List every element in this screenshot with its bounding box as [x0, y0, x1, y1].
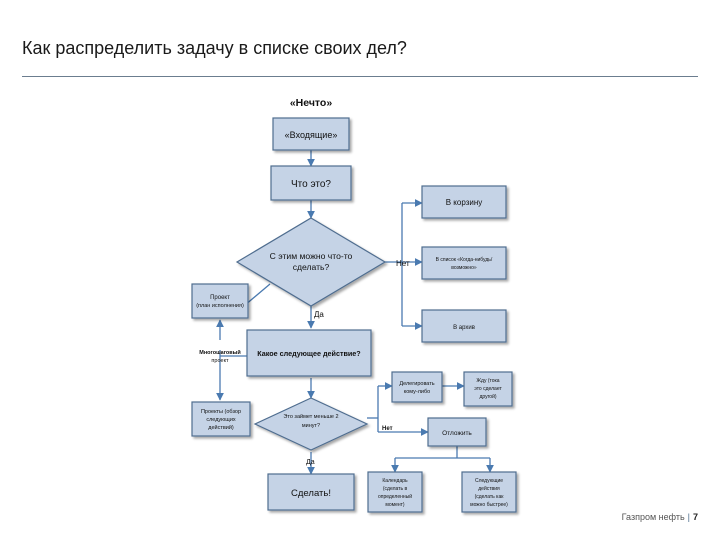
slide-title: Как распределить задачу в списке своих дел? [22, 38, 407, 58]
waiting-line2: это сделает [474, 386, 502, 392]
label-yes: Да [314, 310, 324, 319]
calendar-line1: Календарь [382, 478, 408, 484]
review-line2: следующих [206, 417, 236, 423]
next-actions-line1: Следующие [474, 478, 504, 484]
actionable-decision-line1: С этим можно что-то [269, 251, 353, 261]
project-box [192, 284, 248, 318]
calendar-line2: (сделать в [382, 486, 408, 492]
next-actions-line2: действия [478, 486, 500, 492]
someday-line1: В список «Когда-нибудь/ [435, 257, 493, 263]
defer-label: Отложить [442, 430, 472, 437]
next-actions-line4: можно быстрее) [470, 502, 508, 508]
delegate-box [392, 372, 442, 402]
do-it-label: Сделать! [291, 488, 331, 499]
page-number: 7 [692, 512, 698, 522]
review-line1: Проекты (обзор [200, 409, 242, 415]
project-line2: (план исполнения) [196, 303, 244, 309]
waiting-line1: Жду (тока [476, 378, 500, 384]
footer-company: Газпром нефть [621, 512, 685, 522]
actionable-decision-line2: сделать? [292, 262, 330, 272]
two-min-line2: минут? [301, 423, 321, 429]
label-no-2: Нет [382, 426, 393, 432]
review-line3: действий) [208, 425, 234, 431]
nodes [192, 97, 516, 512]
two-min-line1: Это займет меньше 2 [283, 414, 339, 420]
waiting-line3: другой) [479, 394, 497, 400]
label-no: Нет [396, 259, 410, 268]
what-is-it-label: Что это? [291, 179, 331, 190]
inbox-label: «Входящие» [284, 130, 338, 140]
multistep-line1: Многошаговый [199, 350, 241, 356]
delegate-line2: кому-либо [403, 389, 431, 395]
next-actions-line3: (сделать как [474, 494, 504, 500]
footer [622, 512, 698, 522]
delegate-line1: Делегировать [399, 381, 435, 387]
archive-label: В архив [453, 325, 475, 331]
calendar-line3: определенный [377, 494, 413, 500]
someday-box [422, 247, 506, 279]
label-yes-2: Да [306, 459, 315, 466]
next-action-label: Какое следующее действие? [257, 349, 361, 358]
top-label: «Нечто» [289, 97, 333, 109]
calendar-line4: момент) [385, 502, 405, 508]
someday-line2: возможно» [451, 265, 477, 271]
footer-separator: | [687, 512, 690, 522]
multistep-line2: проект [211, 358, 229, 364]
trash-label: В корзину [445, 198, 483, 207]
project-line1: Проект [210, 295, 230, 301]
